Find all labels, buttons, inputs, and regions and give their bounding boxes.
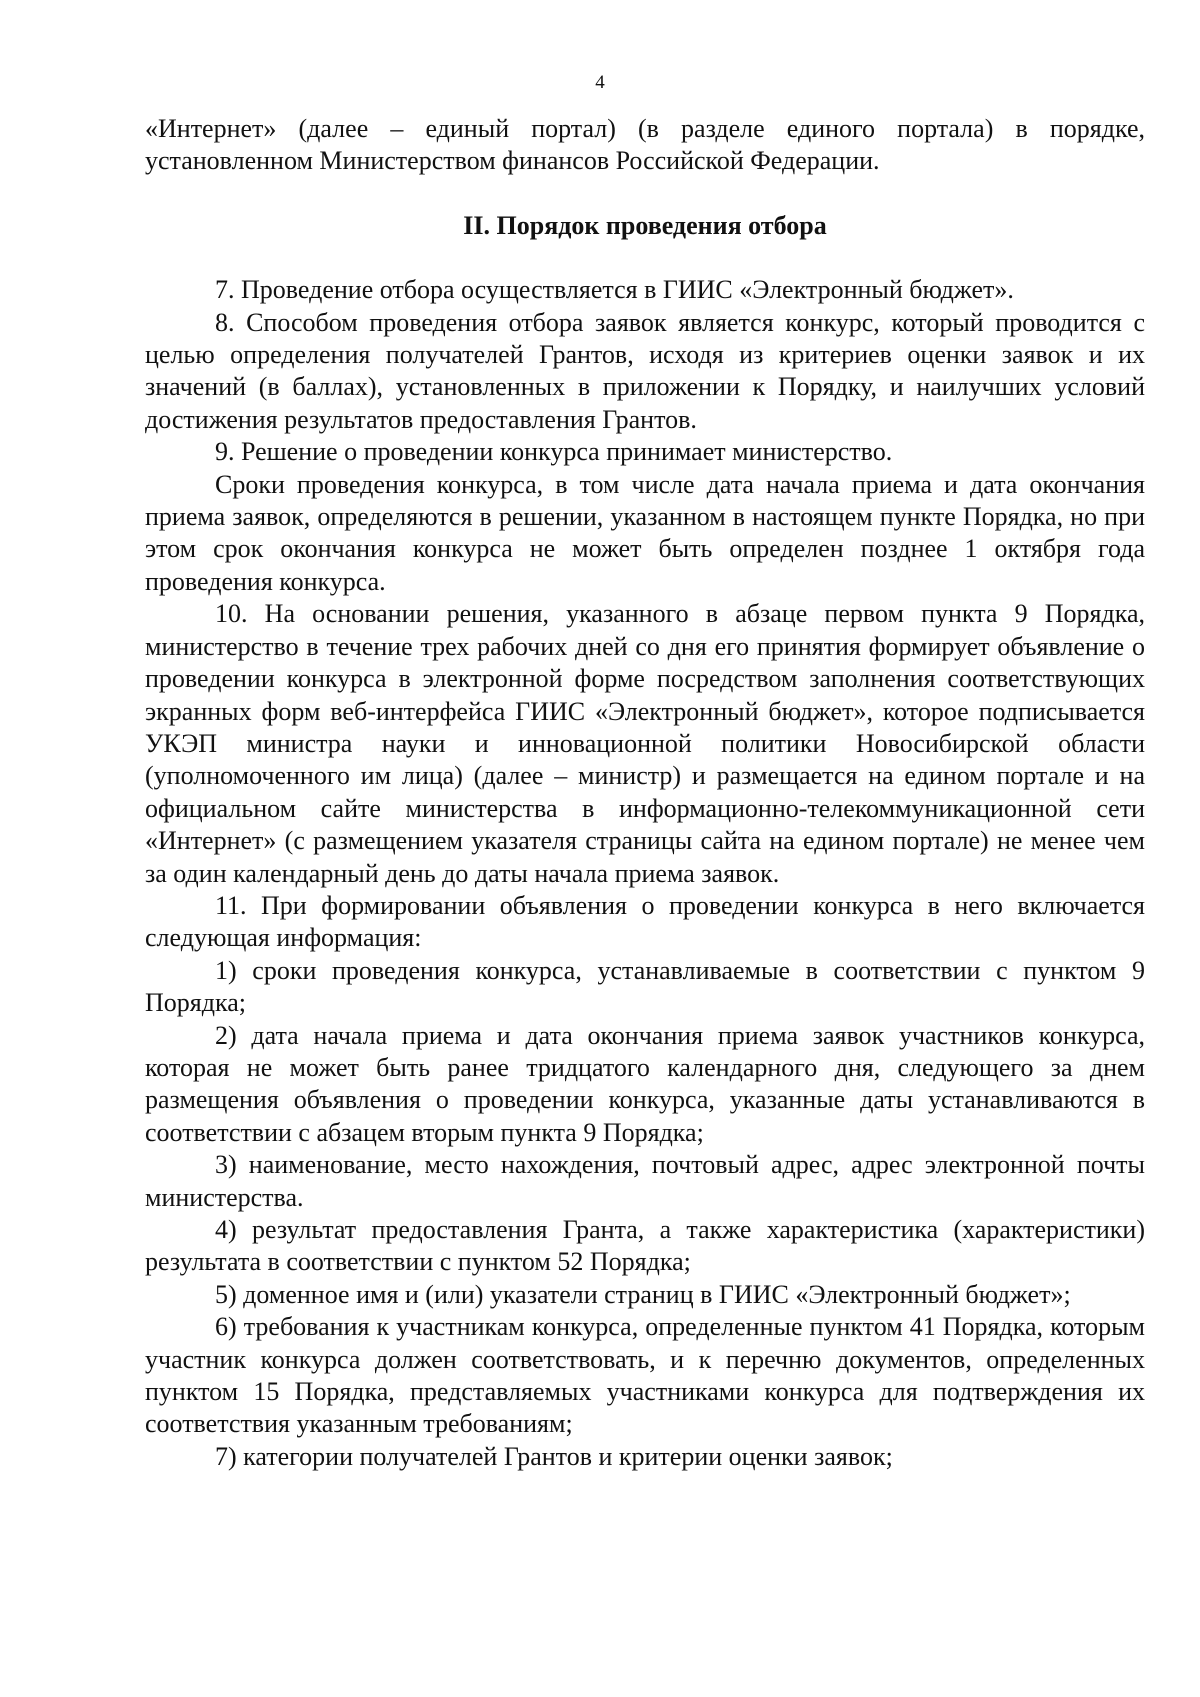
- list-item-1: 1) сроки проведения конкурса, устанавливаемые в соответствии с пунктом 9 Порядка;: [145, 955, 1145, 1018]
- page-number: 4: [595, 72, 605, 93]
- paragraph-item-7: 7. Проведение отбора осуществляется в ГИИС «Электронный бюджет».: [215, 275, 1014, 305]
- paragraph-item-10: 10. На основании решения, указанного в абзаце первом пункта 9 Порядка, министерство в течение трех рабочих дней со дня его принятия формирует объявление о проведении конкурса в электронной форме посредством заполнения соответствующих экранных форм веб-интерфейса ГИИС «Электронный бюджет», которое подписывается УКЭП министра науки и инновационной политики Новосибирской области (уполномоченного им лица) (далее – министр) и размещается на едином портале и на официальном сайте министерства в информационно-телекоммуникационной сети «Интернет» (с размещением указателя страницы сайта на едином портале) не менее чем за один календарный день до даты начала приема заявок.: [145, 599, 1145, 888]
- list-item-3: 3) наименование, место нахождения, почтовый адрес, адрес электронной почты министерства.: [145, 1150, 1145, 1212]
- paragraph-item-9-deadlines: Сроки проведения конкурса, в том числе дата начала приема и дата окончания приема заявок, определяются в решении, указанном в настоящем пункте Порядка, но при этом срок окончания конкурса не может быть определен позднее 1 октября года проведения конкурса.: [145, 469, 1145, 596]
- list-item-6: 6) требования к участникам конкурса, определенные пунктом 41 Порядка, которым участник конкурса должен соответствовать, и к перечню документов, определенных пунктом 15 Порядка, представляемых участниками конкурса для подтверждения их соответствия указанным требованиям;: [145, 1312, 1145, 1439]
- list-item-4: 4) результат предоставления Гранта, а также характеристика (характеристики) результата в соответствии с пунктом 52 Порядка;: [145, 1215, 1145, 1277]
- list-item-5: 5) доменное имя и (или) указатели страниц в ГИИС «Электронный бюджет»;: [215, 1279, 1071, 1309]
- paragraph-item-11: 11. При формировании объявления о проведении конкурса в него включается следующая информация:: [145, 890, 1145, 953]
- intro-paragraph: «Интернет» (далее – единый портал) (в разделе единого портала) в порядке, установленном Министерством финансов Российской Федерации.: [145, 114, 1145, 176]
- document-body: [145, 113, 1145, 1473]
- paragraph-item-9: 9. Решение о проведении конкурса принимает министерство.: [215, 437, 893, 467]
- section-heading: II. Порядок проведения отбора: [463, 210, 827, 240]
- paragraph-item-8: 8. Способом проведения отбора заявок является конкурс, который проводится с целью определения получателей Грантов, исходя из критериев оценки заявок и их значений (в баллах), установленных в приложении к Порядку, и наилучших условий достижения результатов предоставления Грантов.: [145, 307, 1145, 434]
- list-item-2: 2) дата начала приема и дата окончания приема заявок участников конкурса, которая не может быть ранее тридцатого календарного дня, следующего за днем размещения объявления о проведении конкурса, указанные даты устанавливаются в соответствии с абзацем вторым пункта 9 Порядка;: [145, 1020, 1145, 1147]
- list-item-7: 7) категории получателей Грантов и критерии оценки заявок;: [215, 1441, 893, 1471]
